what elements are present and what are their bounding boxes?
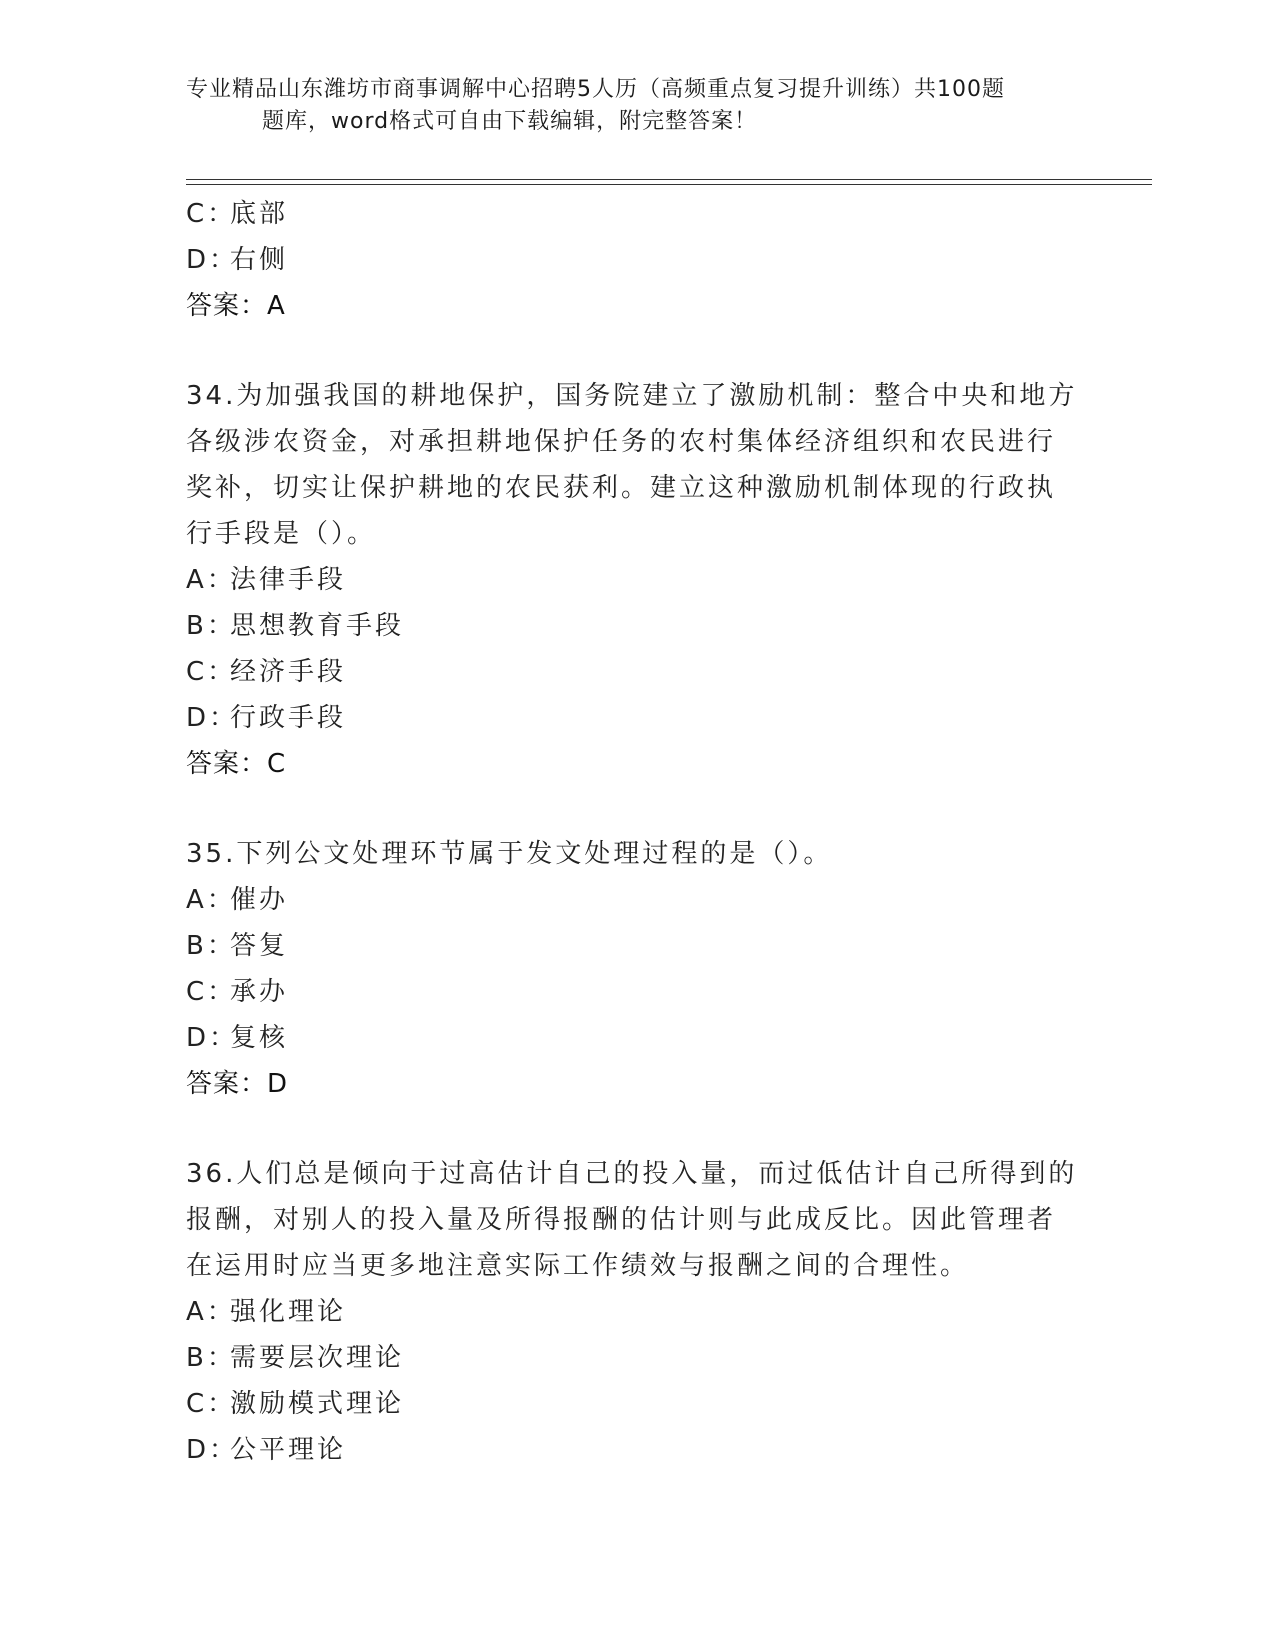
option-line	[186, 237, 1086, 283]
option-text: 右侧	[230, 245, 289, 275]
option-line	[186, 603, 1086, 649]
document-header	[186, 74, 1086, 138]
question-stem-line: 35.下列公文处理环节属于发文处理过程的是（）。	[186, 839, 833, 869]
option-key: A：	[186, 565, 236, 595]
answer-line: 答案：D	[186, 1069, 289, 1099]
option-text: 承办	[230, 977, 289, 1007]
option-line	[186, 191, 1086, 237]
option-key: C：	[186, 657, 237, 687]
option-line	[186, 1289, 1086, 1335]
option-text: 答复	[230, 931, 289, 961]
option-text: 底部	[230, 199, 289, 229]
option-text: 思想教育手段	[230, 611, 405, 641]
option-text: 复核	[230, 1023, 289, 1053]
header-divider-top	[186, 179, 1152, 180]
option-key: B：	[186, 611, 236, 641]
question-stem-line: 各级涉农资金，对承担耕地保护任务的农村集体经济组织和农民进行	[186, 427, 1057, 457]
option-line	[186, 1427, 1086, 1473]
answer-line: 答案：C	[186, 749, 287, 779]
option-key: B：	[186, 1343, 236, 1373]
document-body	[186, 191, 1086, 1473]
option-key: C：	[186, 977, 237, 1007]
option-line	[186, 923, 1086, 969]
question-stem-line: 行手段是（）。	[186, 519, 377, 549]
header-title-line2: 题库，word格式可自由下载编辑，附完整答案！	[262, 109, 758, 134]
option-text: 经济手段	[230, 657, 347, 687]
option-line	[186, 1015, 1086, 1061]
question-stem-line: 在运用时应当更多地注意实际工作绩效与报酬之间的合理性。	[186, 1251, 970, 1281]
question-36	[186, 1151, 1086, 1473]
option-key: A：	[186, 885, 236, 915]
option-line	[186, 1335, 1086, 1381]
question-33-continuation	[186, 191, 1086, 329]
question-35	[186, 831, 1086, 1107]
option-line	[186, 557, 1086, 603]
question-stem-line: 34.为加强我国的耕地保护，国务院建立了激励机制：整合中央和地方	[186, 381, 1078, 411]
option-key: B：	[186, 931, 236, 961]
option-key: C：	[186, 199, 237, 229]
answer-line: 答案：A	[186, 291, 286, 321]
option-text: 激励模式理论	[230, 1389, 405, 1419]
question-34	[186, 373, 1086, 787]
option-text: 法律手段	[230, 565, 347, 595]
option-key: D：	[186, 245, 239, 275]
option-text: 强化理论	[230, 1297, 347, 1327]
option-text: 催办	[230, 885, 289, 915]
header-title-line1: 专业精品山东潍坊市商事调解中心招聘5人历（高频重点复习提升训练）共100题	[186, 77, 1005, 102]
option-key: A：	[186, 1297, 236, 1327]
option-text: 公平理论	[230, 1435, 347, 1465]
option-text: 行政手段	[230, 703, 347, 733]
option-key: D：	[186, 1023, 239, 1053]
question-stem-line: 报酬，对别人的投入量及所得报酬的估计则与此成反比。因此管理者	[186, 1205, 1057, 1235]
option-line	[186, 695, 1086, 741]
option-line	[186, 877, 1086, 923]
option-line	[186, 969, 1086, 1015]
option-key: D：	[186, 1435, 239, 1465]
option-line	[186, 1381, 1086, 1427]
option-line	[186, 649, 1086, 695]
question-stem-line: 奖补，切实让保护耕地的农民获利。建立这种激励机制体现的行政执	[186, 473, 1057, 503]
option-key: D：	[186, 703, 239, 733]
question-stem-line: 36.人们总是倾向于过高估计自己的投入量，而过低估计自己所得到的	[186, 1159, 1078, 1189]
option-key: C：	[186, 1389, 237, 1419]
option-text: 需要层次理论	[230, 1343, 405, 1373]
header-divider-bottom	[186, 184, 1152, 185]
